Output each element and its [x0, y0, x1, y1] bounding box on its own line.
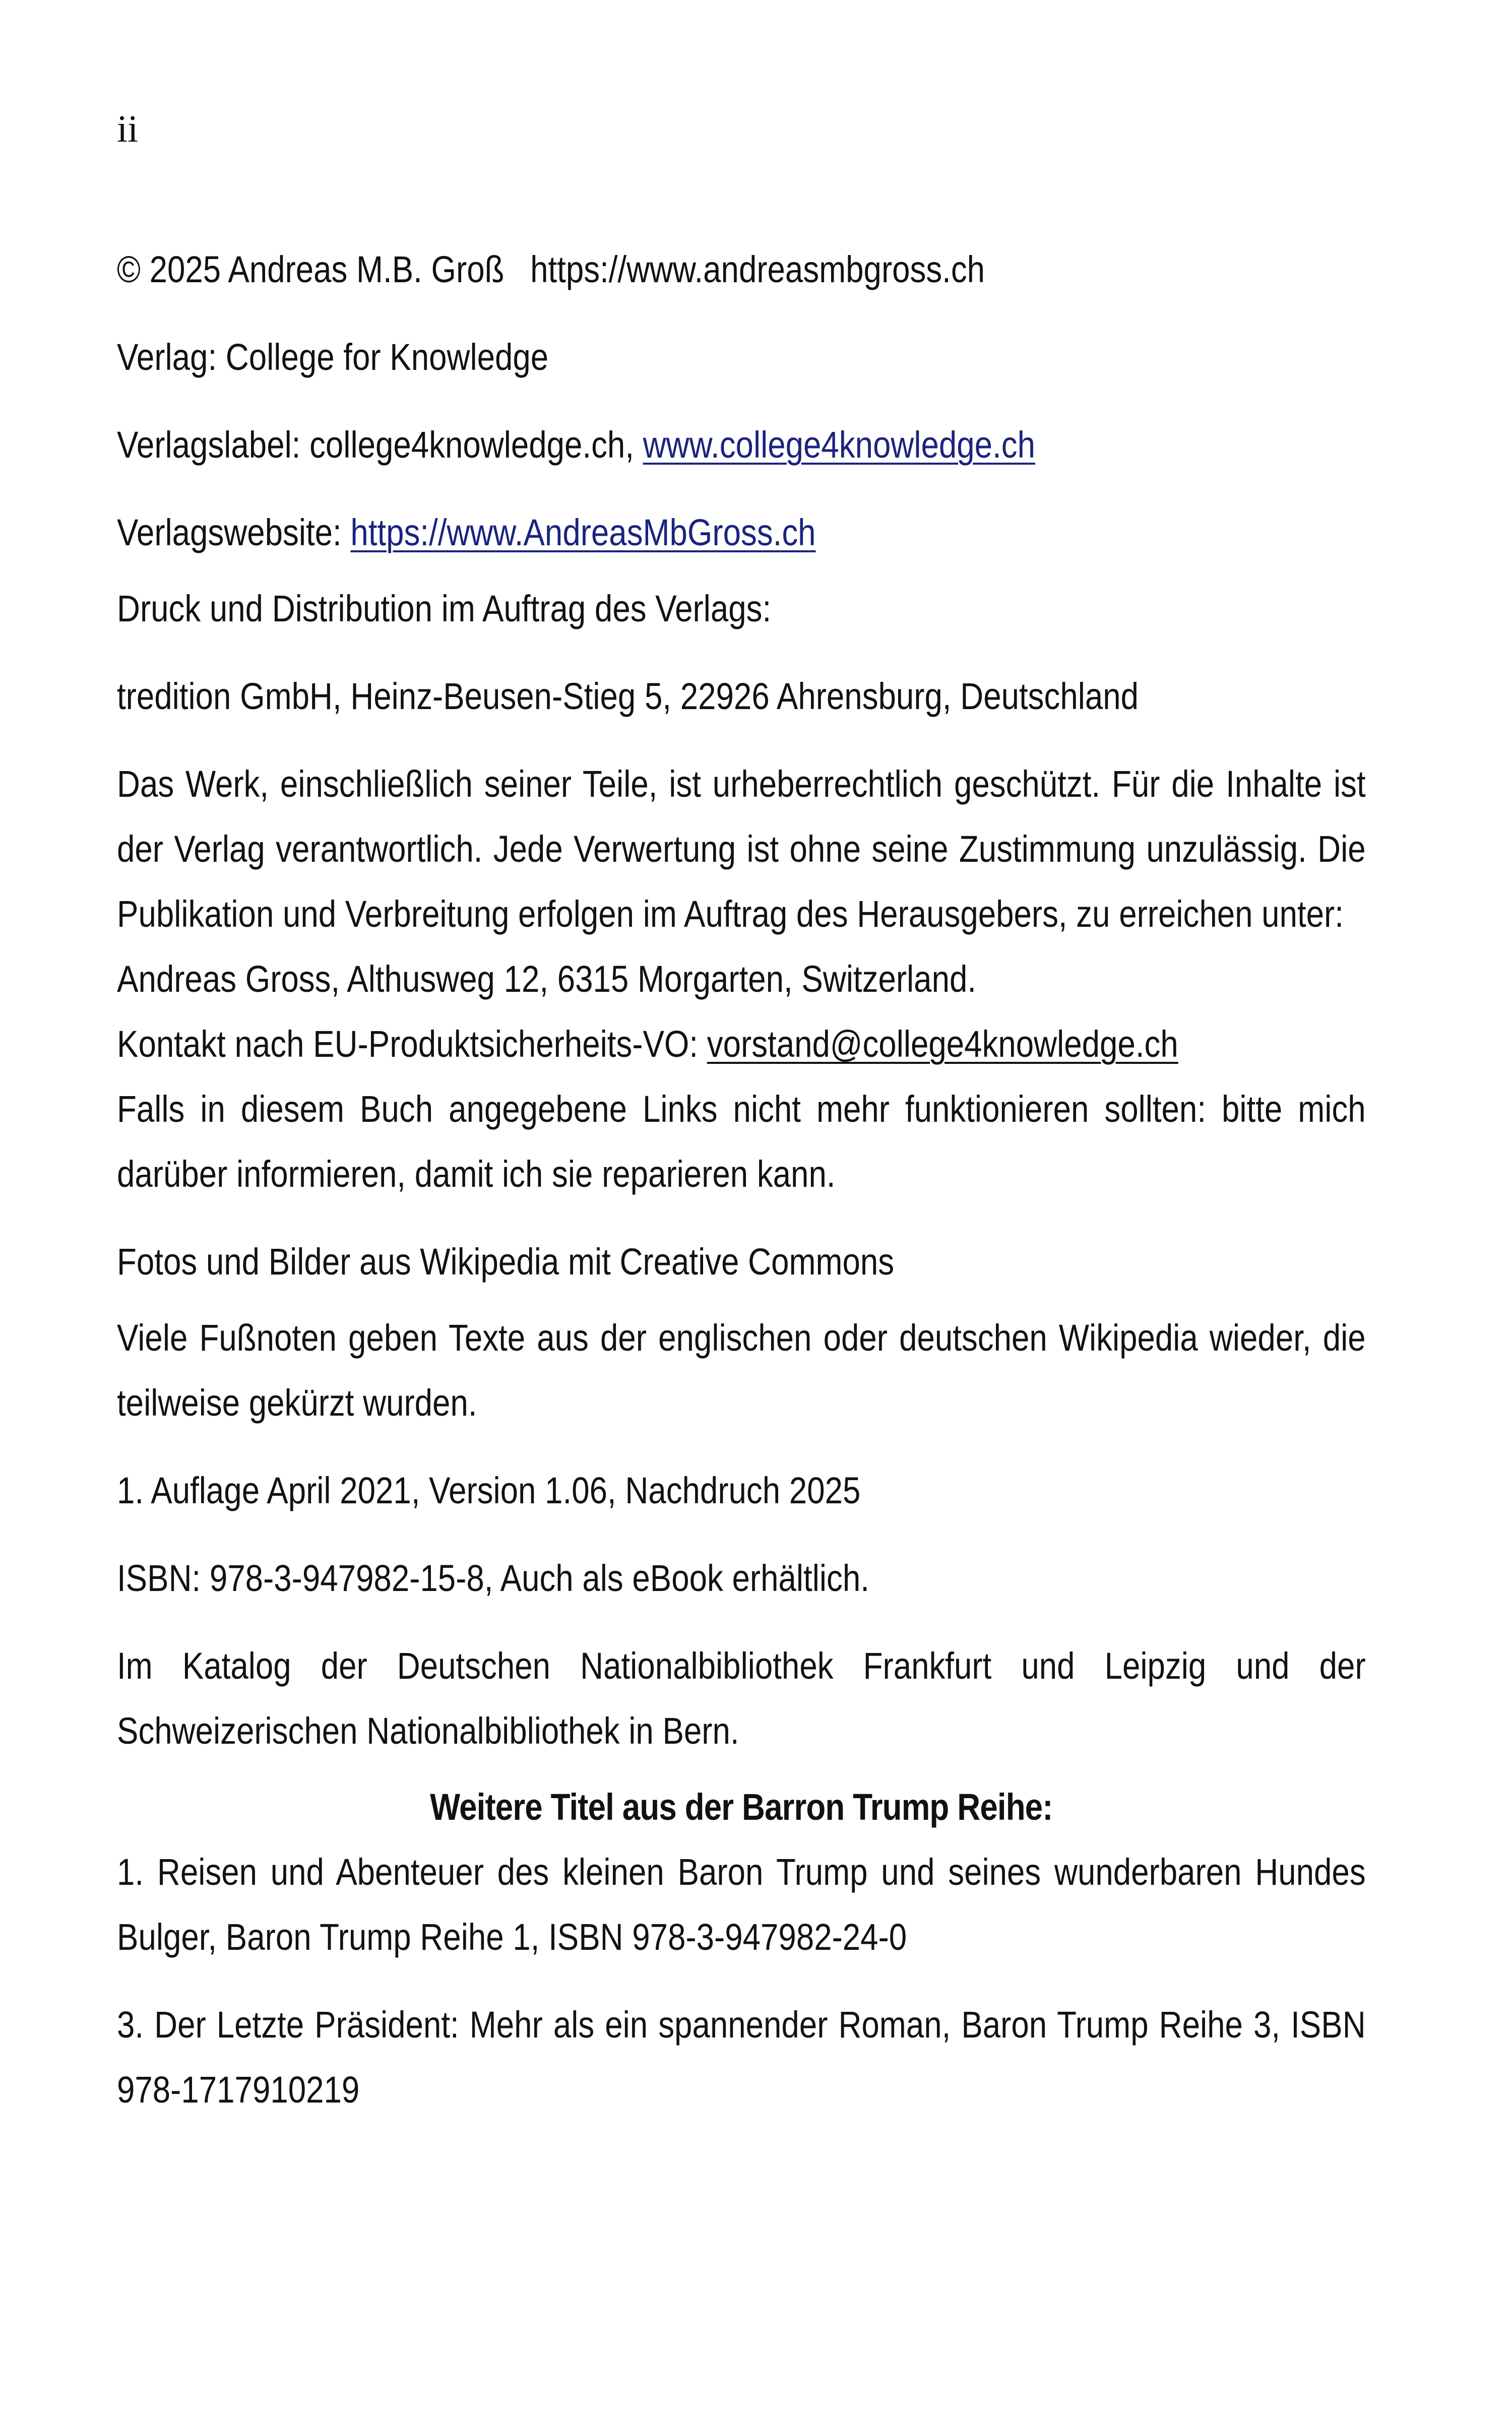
fotos-line: Fotos und Bilder aus Wikipedia mit Creative Commons [117, 1241, 895, 1283]
imprint-content [117, 237, 1366, 2122]
kontakt-line [117, 1011, 1366, 1076]
verlag-line: Verlag: College for Knowledge [117, 336, 549, 378]
copyright-text: © 2025 Andreas M.B. Groß [117, 248, 505, 290]
auflage-line: 1. Auflage April 2021, Version 1.06, Nachdruch 2025 [117, 1470, 861, 1511]
author-url: https://www.andreasmbgross.ch [530, 248, 985, 290]
kontakt-email-link[interactable]: vorstand@college4knowledge.ch [707, 1023, 1178, 1065]
verlagslabel-text: Verlagslabel: college4knowledge.ch, [117, 424, 643, 466]
verlagslabel-line [117, 412, 1366, 477]
links-note: Falls in diesem Buch angegebene Links nicht mehr funktionieren sollten: bitte mich darüber informieren, damit ich sie reparieren kann. [117, 1088, 1366, 1195]
copyright-line [117, 237, 1366, 302]
publisher-address: Andreas Gross, Althusweg 12, 6315 Morgarten, Switzerland. [117, 958, 977, 1000]
verlagswebsite-text: Verlagswebsite: [117, 512, 351, 553]
copyright-notice: Das Werk, einschließlich seiner Teile, ist urheberrechtlich geschützt. Für die Inhalte ist der Verlag verantwortlich. Jede Verwertung ist ohne seine Zustimmung unzulässig. Die Publikation und Verbreitung erfolgen im Auftrag des Herausgebers, zu erreichen unter: [117, 763, 1366, 935]
verlagslabel-link[interactable]: www.college4knowledge.ch [643, 424, 1035, 466]
page-number: ii [117, 108, 139, 150]
title-item-1: 1. Reisen und Abenteuer des kleinen Baron Trump und seines wunderbaren Hundes Bulger, Baron Trump Reihe 1, ISBN 978-3-947982-24-0 [117, 1851, 1366, 1958]
fussnoten-line: Viele Fußnoten geben Texte aus der englischen oder deutschen Wikipedia wieder, die teilweise gekürzt wurden. [117, 1317, 1366, 1424]
title-item-3: 3. Der Letzte Präsident: Mehr als ein spannender Roman, Baron Trump Reihe 3, ISBN 978-1717910219 [117, 2004, 1366, 2111]
tredition-line: tredition GmbH, Heinz-Beusen-Stieg 5, 22926 Ahrensburg, Deutschland [117, 675, 1139, 717]
kontakt-text: Kontakt nach EU-Produktsicherheits-VO: [117, 1023, 707, 1065]
weitere-titel-heading: Weitere Titel aus der Barron Trump Reihe: [430, 1786, 1053, 1828]
verlagswebsite-line [117, 500, 1366, 565]
verlagswebsite-link[interactable]: https://www.AndreasMbGross.ch [350, 512, 816, 553]
isbn-line: ISBN: 978-3-947982-15-8, Auch als eBook erhältlich. [117, 1557, 869, 1599]
katalog-line: Im Katalog der Deutschen Nationalbibliothek Frankfurt und Leipzig und der Schweizerischen Nationalbibliothek in Bern. [117, 1645, 1366, 1752]
druck-line: Druck und Distribution im Auftrag des Verlags: [117, 588, 772, 629]
